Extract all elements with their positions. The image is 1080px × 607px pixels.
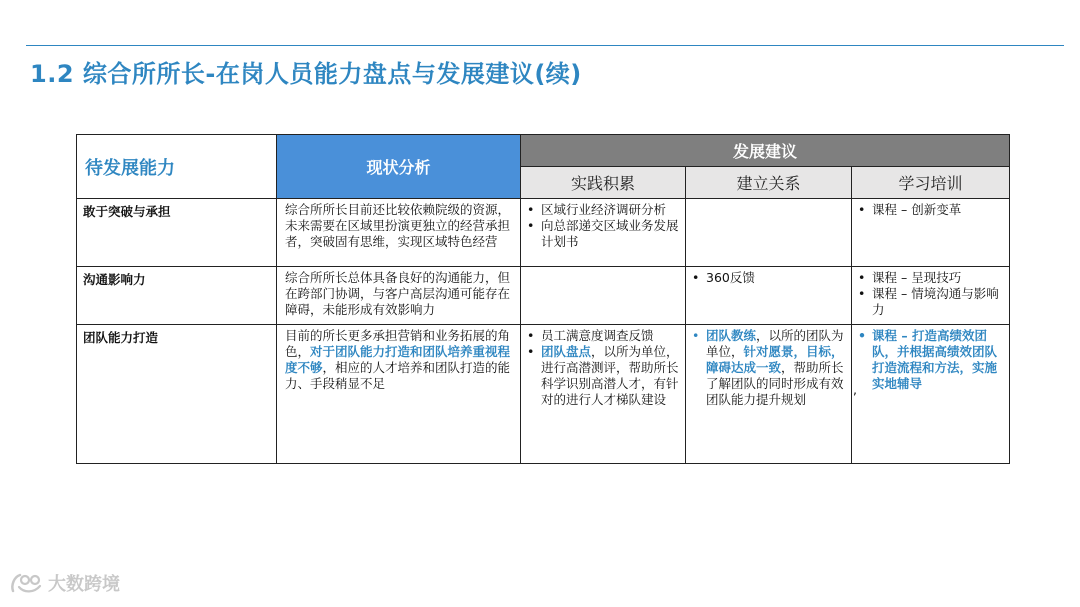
header-training: 学习培训 xyxy=(852,167,1010,199)
relationship-highlight: 针对愿景，目标，障碍达成一致 xyxy=(706,344,844,375)
header-capability: 待发展能力 xyxy=(77,135,277,199)
brand-logo-icon xyxy=(10,571,44,595)
table-row xyxy=(77,325,1010,464)
table-row xyxy=(77,267,1010,325)
row-relationship xyxy=(686,325,852,464)
row-training xyxy=(852,199,1010,267)
header-development: 发展建议 xyxy=(521,135,1010,167)
status-text: ，相应的人才培养和团队打造的能力、手段稍显不足 xyxy=(285,360,511,391)
row-training xyxy=(852,267,1010,325)
brand-logo xyxy=(10,570,120,596)
list-item: • 区域行业经济调研分析 xyxy=(541,202,681,218)
header-row-1 xyxy=(77,135,1010,167)
practice-text: ，以所为单位，进行高潜测评，帮助所长科学识别高潜人才，有针对的进行人才梯队建设 xyxy=(541,344,679,407)
list-item: • 课程 – 打造高绩效团队，并根据高绩效团队打造流程和方法，实施实地辅导 xyxy=(872,328,1005,392)
page-title: 1.2 综合所所长-在岗人员能力盘点与发展建议(续) xyxy=(30,60,582,88)
relationship-highlight: 团队教练 xyxy=(706,328,757,343)
list-item: • 向总部递交区域业务发展计划书 xyxy=(541,218,681,250)
relationship-text: ，帮助所长了解团队的同时形成有效团队能力提升规划 xyxy=(706,360,844,407)
top-divider xyxy=(26,45,1064,46)
row-relationship xyxy=(686,267,852,325)
header-status: 现状分析 xyxy=(277,135,521,199)
row-status xyxy=(277,325,521,464)
relationship-text: ，以所的团队为单位， xyxy=(706,328,844,359)
row-practice xyxy=(521,199,686,267)
list-item: • 课程 – 情境沟通与影响力 xyxy=(872,286,1005,318)
list-item: • 员工满意度调查反馈 xyxy=(541,328,681,344)
status-highlight: 对于团队能力打造和团队培养重视程度不够 xyxy=(285,344,511,375)
row-practice xyxy=(521,267,686,325)
header-practice: 实践积累 xyxy=(521,167,686,199)
list-item: • 课程 – 呈现技巧 xyxy=(872,270,1005,286)
row-status: 综合所所长总体具备良好的沟通能力，但在跨部门协调，与客户高层沟通可能存在障碍，未能形成有效影响力 xyxy=(277,267,521,325)
list-item xyxy=(706,328,847,408)
row-capability: 团队能力打造 xyxy=(77,325,277,464)
row-capability: 敢于突破与承担 xyxy=(77,199,277,267)
row-capability: 沟通影响力 xyxy=(77,267,277,325)
capability-plan-table xyxy=(76,134,1010,464)
practice-highlight: 团队盘点 xyxy=(541,344,592,359)
table-row xyxy=(77,199,1010,267)
list-item: • 课程 – 创新变革 xyxy=(872,202,1005,218)
brand-logo-text: 大数跨境 xyxy=(48,574,120,595)
header-relationship: 建立关系 xyxy=(686,167,852,199)
row-status: 综合所所长目前还比较依赖院级的资源，未来需要在区域里扮演更独立的经营承担者，突破固有思维，实现区域特色经营 xyxy=(277,199,521,267)
stray-comma: , xyxy=(853,382,857,397)
row-training xyxy=(852,325,1010,464)
row-relationship xyxy=(686,199,852,267)
list-item xyxy=(541,344,681,408)
row-practice xyxy=(521,325,686,464)
list-item: • 360反馈 xyxy=(706,270,847,286)
status-text: 目前的所长更多承担营销和业务拓展的角色， xyxy=(285,328,511,359)
